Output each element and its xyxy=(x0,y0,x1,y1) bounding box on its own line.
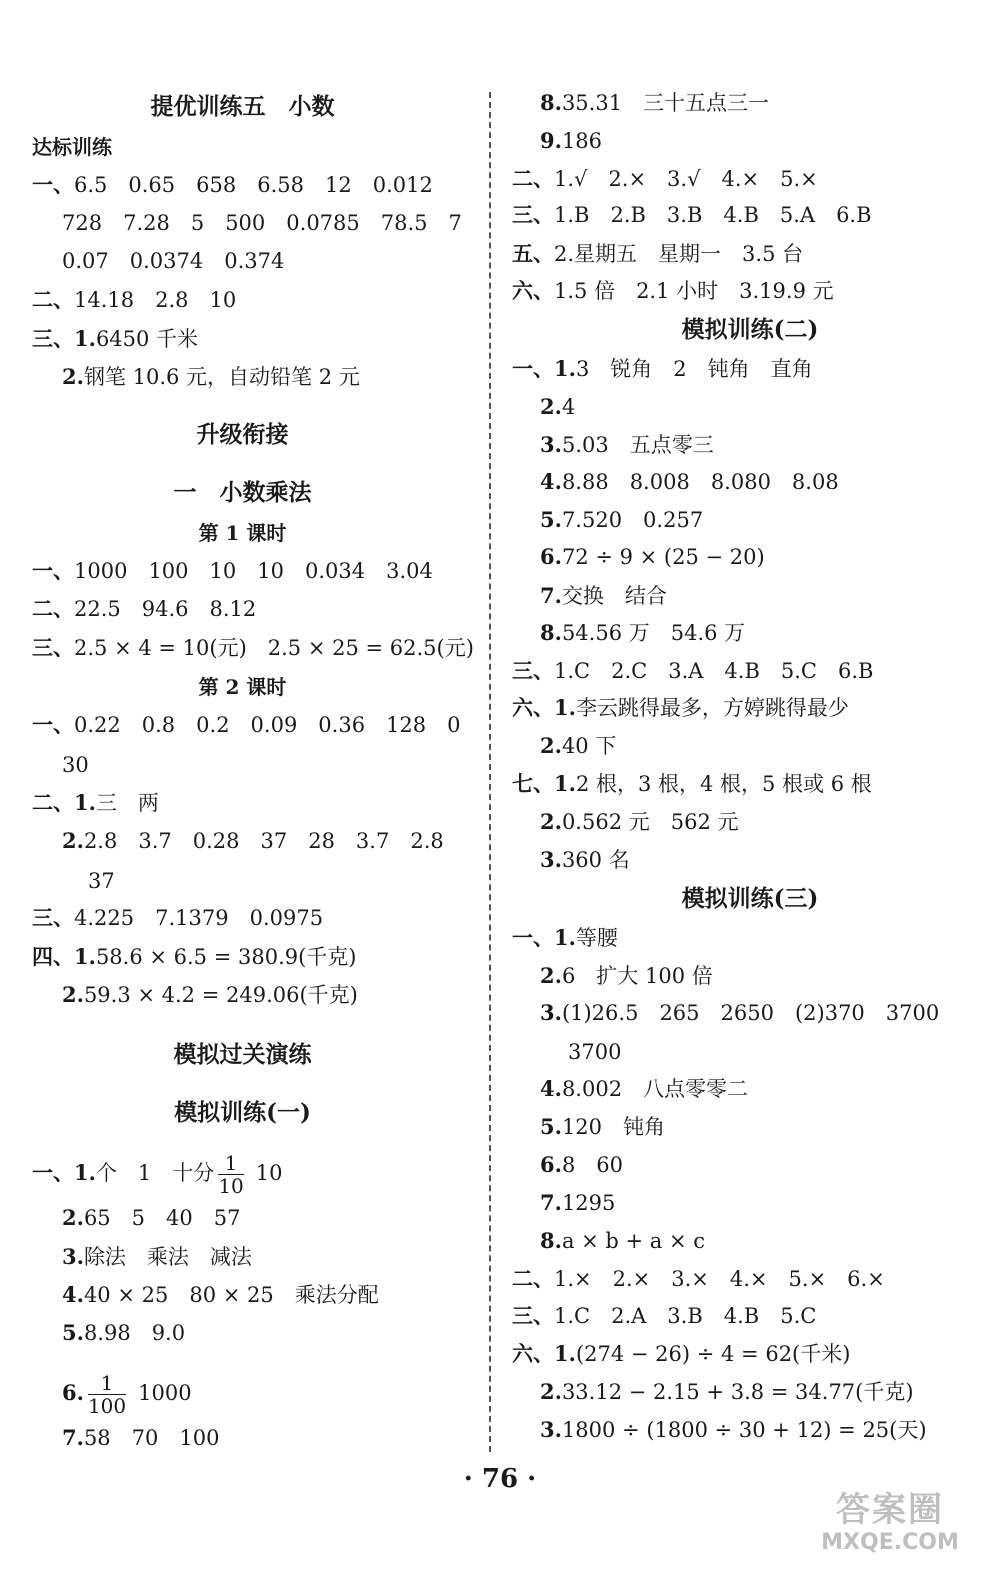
answer-text: 8.98 9.0 xyxy=(83,1321,186,1345)
answer-line xyxy=(62,208,462,238)
question-number: 二、1. xyxy=(32,790,96,815)
answer-text: 提优训练五 小数 xyxy=(150,93,335,120)
question-number: 2. xyxy=(62,364,84,389)
question-number: 三、 xyxy=(512,202,554,227)
question-number: 4. xyxy=(540,1076,562,1101)
answer-text: 30 xyxy=(62,753,89,777)
question-number: 三、1. xyxy=(32,326,96,351)
answer-text: (1)26.5 265 2650 (2)370 3700 xyxy=(561,1001,940,1025)
question-number: 8. xyxy=(540,620,562,645)
question-number: 3. xyxy=(62,1244,84,1269)
question-number: 二、 xyxy=(512,1266,554,1291)
question-number: 2. xyxy=(540,394,562,419)
answer-text: 4.225 7.1379 0.0975 xyxy=(74,906,324,930)
question-number: 5. xyxy=(540,507,562,532)
answer-line xyxy=(540,1377,914,1407)
question-number: 9. xyxy=(540,128,562,153)
answer-text: 模拟过关演练 xyxy=(173,1041,312,1068)
answer-text: 模拟训练(三) xyxy=(681,885,819,912)
page-number: · 76 · xyxy=(463,1464,537,1494)
answer-text-after: 1000 xyxy=(138,1381,192,1405)
answer-text: 李云跳得最多，方婷跳得最少 xyxy=(575,696,849,720)
question-number: 三、 xyxy=(512,1303,554,1328)
answer-text: 2 根，3 根，4 根，5 根或 6 根 xyxy=(575,772,872,796)
fraction-numerator: 1 xyxy=(218,1152,243,1175)
answer-line xyxy=(540,731,616,761)
answer-text: 等腰 xyxy=(575,926,618,950)
question-number: 8. xyxy=(540,1228,562,1253)
answer-line xyxy=(540,845,630,875)
answer-line xyxy=(540,1074,748,1104)
answer-line xyxy=(540,581,667,611)
answer-text: 54.56 万 54.6 万 xyxy=(561,621,746,645)
answer-text: 0.22 0.8 0.2 0.09 0.36 128 0 xyxy=(74,713,461,737)
answer-line xyxy=(32,903,323,933)
answer-text: 3700 xyxy=(568,1040,622,1064)
question-number: 5. xyxy=(62,1320,84,1345)
question-number: 5. xyxy=(540,1114,562,1139)
watermark-text-cn: 答案圈 xyxy=(836,1490,944,1530)
question-number: 2. xyxy=(540,1379,562,1404)
answer-text: 1295 xyxy=(561,1191,616,1215)
answer-text: 65 5 40 57 xyxy=(83,1206,241,1230)
question-number: 2. xyxy=(62,982,84,1007)
answer-line xyxy=(512,276,834,306)
question-number: 7. xyxy=(62,1425,84,1450)
answer-text: 达标训练 xyxy=(32,135,112,159)
answer-text: 33.12 − 2.15 + 3.8 = 34.77(千克) xyxy=(561,1380,914,1404)
question-number: 2. xyxy=(540,809,562,834)
answer-line xyxy=(512,164,818,194)
answer-text: a × b + a × c xyxy=(561,1229,706,1253)
fraction-numerator: 1 xyxy=(88,1372,126,1395)
question-number: 一、 xyxy=(32,172,74,197)
answer-text: 186 xyxy=(561,129,603,153)
section-heading xyxy=(0,518,485,548)
answer-text: 第 1 课时 xyxy=(198,521,287,545)
answer-text: 58 70 100 xyxy=(83,1426,220,1450)
answer-line xyxy=(540,1415,927,1445)
answer-text: 0.562 元 562 元 xyxy=(561,810,739,834)
answer-text: 三 两 xyxy=(95,791,159,815)
answer-text: 一 小数乘法 xyxy=(173,479,312,506)
watermark-text-en: MXQE.COM xyxy=(821,1530,959,1555)
section-label xyxy=(32,132,112,162)
section-heading xyxy=(0,478,485,508)
answer-text: 第 2 课时 xyxy=(198,675,287,699)
answer-line xyxy=(62,1370,192,1417)
answer-text: 1.5 倍 2.1 小时 3.19.9 元 xyxy=(554,279,834,303)
answer-text: 40 × 25 80 × 25 乘法分配 xyxy=(83,1283,379,1307)
question-number: 3. xyxy=(540,1417,562,1442)
question-number: 一、 xyxy=(32,558,74,583)
answer-line xyxy=(540,998,939,1028)
answer-text: 8.002 八点零零二 xyxy=(561,1077,749,1101)
answer-line xyxy=(62,980,358,1010)
section-heading xyxy=(0,92,485,122)
section-heading xyxy=(0,672,485,702)
question-number: 三、 xyxy=(512,658,554,683)
answer-line xyxy=(540,1150,623,1180)
answer-line xyxy=(62,1280,379,1310)
answer-text: 模拟训练(一) xyxy=(174,1099,311,1126)
answer-text: 8.88 8.008 8.080 8.08 xyxy=(561,470,839,494)
answer-text: 5.03 五点零三 xyxy=(561,433,714,457)
answer-line xyxy=(540,542,765,572)
answer-line xyxy=(512,200,872,230)
answer-text: 59.3 × 4.2 = 249.06(千克) xyxy=(83,983,358,1007)
answer-line xyxy=(32,633,474,663)
answer-text: (274 − 26) ÷ 4 = 62(千米) xyxy=(575,1342,851,1366)
question-number: 4. xyxy=(540,469,562,494)
answer-line xyxy=(540,430,714,460)
section-heading xyxy=(0,420,485,450)
answer-line xyxy=(62,1423,219,1453)
question-number: 一、1. xyxy=(32,1160,96,1185)
answer-text: 1.C 2.C 3.A 4.B 5.C 6.B xyxy=(554,659,874,683)
answer-line xyxy=(540,505,703,535)
answer-text: 1.√ 2.× 3.√ 4.× 5.× xyxy=(554,167,818,191)
question-number: 4. xyxy=(62,1282,84,1307)
answer-line xyxy=(512,923,618,953)
question-number: 2. xyxy=(540,963,562,988)
answer-text: 钢笔 10.6 元，自动铅笔 2 元 xyxy=(83,365,360,389)
watermark-logo xyxy=(800,1490,980,1564)
answer-line xyxy=(62,826,444,856)
question-number: 6. xyxy=(540,544,562,569)
answer-text: 6450 千米 xyxy=(95,327,199,351)
question-number: 3. xyxy=(540,1000,562,1025)
answer-line xyxy=(540,807,739,837)
question-number: 2. xyxy=(62,828,84,853)
answer-line xyxy=(32,556,433,586)
answer-line xyxy=(32,788,159,818)
answer-line xyxy=(512,1301,816,1331)
question-number: 3. xyxy=(540,432,562,457)
question-number: 三、 xyxy=(32,635,74,660)
answer-line xyxy=(88,866,115,896)
answer-line xyxy=(62,246,284,276)
answer-text: 6 扩大 100 倍 xyxy=(561,964,713,988)
answer-text: 0.07 0.0374 0.374 xyxy=(62,249,285,273)
answer-text: 1800 ÷ (1800 ÷ 30 + 12) = 25(天) xyxy=(561,1418,927,1442)
answer-line xyxy=(512,769,872,799)
answer-line xyxy=(540,88,769,118)
answer-text: 22.5 94.6 8.12 xyxy=(74,597,257,621)
fraction xyxy=(88,1372,126,1417)
answer-text: 58.6 × 6.5 = 380.9(千克) xyxy=(95,945,357,969)
question-number: 一、1. xyxy=(512,925,576,950)
question-number: 七、1. xyxy=(512,771,576,796)
answer-line xyxy=(32,594,256,624)
question-number: 三、 xyxy=(32,905,74,930)
answer-text: 37 xyxy=(88,869,115,893)
section-heading xyxy=(0,1040,485,1070)
question-number: 二、 xyxy=(512,166,554,191)
question-number: 六、1. xyxy=(512,1341,576,1366)
answer-text-after: 10 xyxy=(255,1161,283,1185)
answer-text: 1.B 2.B 3.B 4.B 5.A 6.B xyxy=(554,203,872,227)
answer-text: 除法 乘法 减法 xyxy=(83,1245,252,1269)
question-number: 二、 xyxy=(32,596,74,621)
answer-line xyxy=(540,392,575,422)
answer-line xyxy=(32,942,357,972)
answer-line xyxy=(540,467,839,497)
answer-text: 72 ÷ 9 × (25 − 20) xyxy=(561,545,765,569)
question-number: 五、 xyxy=(512,241,554,266)
answer-text: 2.5 × 4 = 10(元) 2.5 × 25 = 62.5(元) xyxy=(74,636,474,660)
answer-line xyxy=(540,1112,665,1142)
question-number: 6. xyxy=(62,1380,84,1405)
answer-line xyxy=(540,618,745,648)
question-number: 3. xyxy=(540,847,562,872)
answer-text: 模拟训练(二) xyxy=(681,316,819,343)
answer-line xyxy=(32,324,198,354)
section-heading xyxy=(500,884,1000,914)
answer-text: 3 锐角 2 钝角 直角 xyxy=(575,357,813,381)
answer-line xyxy=(512,693,849,723)
question-number: 2. xyxy=(540,733,562,758)
column-divider xyxy=(489,92,491,1452)
answer-line xyxy=(568,1037,621,1067)
question-number: 一、 xyxy=(32,712,74,737)
answer-line xyxy=(512,1264,885,1294)
answer-text: 40 下 xyxy=(561,734,617,758)
answer-line xyxy=(540,126,602,156)
answer-line xyxy=(62,1242,252,1272)
question-number: 四、1. xyxy=(32,944,96,969)
answer-text: 1000 100 10 10 0.034 3.04 xyxy=(74,559,433,583)
answer-text: 升级衔接 xyxy=(196,421,289,448)
question-number: 二、 xyxy=(32,287,74,312)
answer-text: 728 7.28 5 500 0.0785 78.5 7 xyxy=(62,211,462,235)
answer-line xyxy=(540,961,713,991)
answer-line xyxy=(512,354,813,384)
answer-text: 4 xyxy=(561,395,576,419)
answer-line xyxy=(62,1318,185,1348)
fraction xyxy=(218,1152,243,1197)
answer-line xyxy=(512,239,803,269)
answer-text: 1.C 2.A 3.B 4.B 5.C xyxy=(554,1304,817,1328)
question-number: 6. xyxy=(540,1152,562,1177)
question-number: 8. xyxy=(540,90,562,115)
question-number: 2. xyxy=(62,1205,84,1230)
answer-text: 7.520 0.257 xyxy=(561,508,704,532)
question-number: 一、1. xyxy=(512,356,576,381)
question-number: 7. xyxy=(540,583,562,608)
question-number: 六、 xyxy=(512,278,554,303)
answer-text: 2.8 3.7 0.28 37 28 3.7 2.8 xyxy=(83,829,444,853)
answer-line xyxy=(32,1150,283,1197)
answer-line xyxy=(32,285,236,315)
question-number: 7. xyxy=(540,1190,562,1215)
answer-line xyxy=(540,1188,615,1218)
answer-text: 120 钝角 xyxy=(561,1115,666,1139)
answer-text: 14.18 2.8 10 xyxy=(74,288,237,312)
answer-text: 6.5 0.65 658 6.58 12 0.012 xyxy=(74,173,433,197)
answer-text: 交换 结合 xyxy=(561,584,667,608)
answer-line xyxy=(512,1339,850,1369)
answer-line xyxy=(62,362,360,392)
answer-text: 1.× 2.× 3.× 4.× 5.× 6.× xyxy=(554,1267,885,1291)
answer-line xyxy=(32,170,433,200)
answer-line xyxy=(62,1203,240,1233)
answer-text: 8 60 xyxy=(561,1153,624,1177)
answer-line xyxy=(62,750,89,780)
answer-text: 35.31 三十五点三一 xyxy=(561,91,770,115)
answer-line xyxy=(32,710,461,740)
section-heading xyxy=(500,315,1000,345)
section-heading xyxy=(0,1098,485,1128)
answer-text: 2.星期五 星期一 3.5 台 xyxy=(554,242,804,266)
answer-line xyxy=(512,656,873,686)
fraction-denominator: 10 xyxy=(218,1174,244,1198)
answer-line xyxy=(540,1226,705,1256)
answer-text: 个 1 十分 xyxy=(95,1161,215,1185)
answer-text: 360 名 xyxy=(561,848,630,872)
question-number: 六、1. xyxy=(512,695,576,720)
fraction-denominator: 100 xyxy=(87,1394,127,1418)
